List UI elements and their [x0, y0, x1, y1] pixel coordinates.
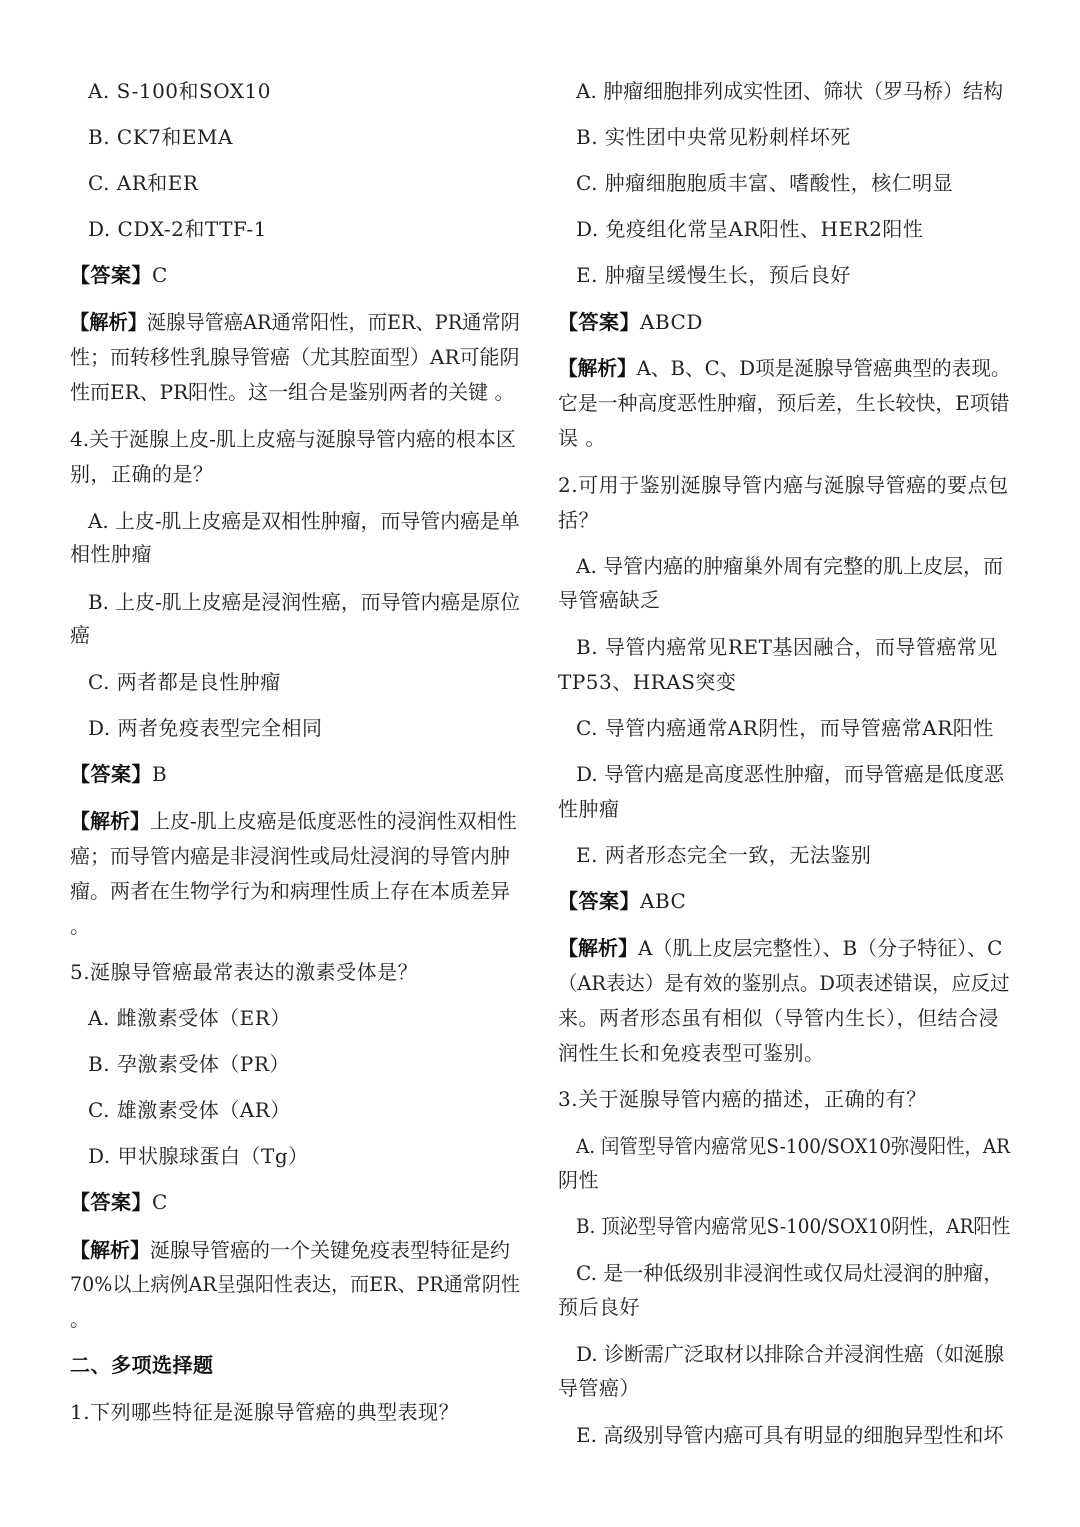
option-c: C. 是一种低级别非浸润性或仅局灶浸润的肿瘤， — [576, 1261, 1004, 1285]
answer-value: B — [152, 762, 168, 786]
answer-value: C — [152, 263, 168, 287]
explanation-line: 。 — [70, 1307, 91, 1331]
answer-tag: 【答案】 — [70, 1190, 152, 1214]
answer — [70, 260, 168, 290]
option-d: D. 诊断需广泛取材以排除合并浸润性癌（如涎腺 — [576, 1342, 1005, 1366]
question-stem: 3.关于涎腺导管内癌的描述，正确的有？ — [558, 1087, 927, 1111]
explanation-tag: 【解析】 — [558, 356, 637, 380]
option-b: B. CK7和EMA — [88, 125, 233, 149]
question-stem: 别，正确的是？ — [70, 462, 214, 486]
explanation-tag: 【解析】 — [70, 310, 147, 334]
section-title: 二、多项选择题 — [70, 1353, 214, 1377]
question-stem: 2.可用于鉴别涎腺导管内癌与涎腺导管癌的要点包 — [558, 473, 1009, 497]
explanation-line: 【解析】涎腺导管癌的一个关键免疫表型特征是约 — [70, 1238, 510, 1262]
option-a: A. 导管内癌的肿瘤巢外周有完整的肌上皮层，而 — [576, 554, 1004, 578]
option-e: E. 两者形态完全一致，无法鉴别 — [576, 843, 872, 867]
option-d-cont: 导管癌） — [558, 1376, 640, 1400]
explanation-tag: 【解析】 — [70, 809, 150, 833]
answer — [70, 759, 167, 789]
explanation-line: 性；而转移性乳腺导管癌（尤其腔面型）AR可能阴 — [70, 345, 520, 369]
explanation-line: 癌；而导管内癌是非浸润性或局灶浸润的导管内肿 — [70, 844, 510, 868]
option-c: C. 导管内癌通常AR阴性，而导管癌常AR阳性 — [576, 716, 994, 740]
option-d: D. 免疫组化常呈AR阳性、HER2阳性 — [576, 217, 924, 241]
explanation-line: 瘤。两者在生物学行为和病理性质上存在本质差异 — [70, 879, 510, 903]
question-stem: 5.涎腺导管癌最常表达的激素受体是？ — [70, 960, 419, 984]
explanation-tag: 【解析】 — [558, 936, 638, 960]
option-c: C. 肿瘤细胞胞质丰富、嗜酸性，核仁明显 — [576, 171, 954, 195]
answer-tag: 【答案】 — [558, 889, 640, 913]
answer — [70, 1187, 168, 1217]
option-b: B. 导管内癌常见RET基因融合，而导管癌常见 — [576, 635, 998, 659]
explanation-line: 来。两者形态虽有相似（导管内生长），但结合浸 — [558, 1006, 999, 1030]
option-c-cont: 预后良好 — [558, 1295, 640, 1319]
option-e: E. 肿瘤呈缓慢生长，预后良好 — [576, 263, 851, 287]
answer-value: ABCD — [640, 310, 703, 334]
answer-value: C — [152, 1190, 168, 1214]
explanation-line: 。 — [70, 914, 91, 938]
option-d: D. 甲状腺球蛋白（Tg） — [88, 1144, 309, 1168]
answer-tag: 【答案】 — [558, 310, 640, 334]
option-a: A. 闰管型导管内癌常见S-100/SOX10弥漫阳性，AR — [576, 1134, 1010, 1158]
answer-tag: 【答案】 — [70, 762, 152, 786]
option-b: B. 孕激素受体（PR） — [88, 1052, 290, 1076]
option-e: E. 高级别导管内癌可具有明显的细胞异型性和坏 — [576, 1423, 1004, 1447]
explanation-line: 【解析】A、B、C、D项是涎腺导管癌典型的表现。 — [558, 356, 1011, 380]
option-a: A. 肿瘤细胞排列成实性团、筛状（罗马桥）结构 — [576, 79, 1004, 103]
option-c: C. AR和ER — [88, 171, 199, 195]
explanation-line: 误 。 — [558, 426, 606, 450]
answer-tag: 【答案】 — [70, 263, 152, 287]
option-a: A. 雌激素受体（ER） — [88, 1006, 291, 1030]
explanation-line: 【解析】上皮-肌上皮癌是低度恶性的浸润性双相性 — [70, 809, 517, 833]
option-a-cont: 相性肿瘤 — [70, 542, 152, 566]
question-stem: 1.下列哪些特征是涎腺导管癌的典型表现？ — [70, 1400, 460, 1424]
option-b: B. 顶泌型导管内癌常见S-100/SOX10阴性，AR阳性 — [576, 1214, 1011, 1238]
explanation-line: 它是一种高度恶性肿瘤，预后差，生长较快，E项错 — [558, 391, 1010, 415]
option-d: D. 两者免疫表型完全相同 — [88, 716, 323, 740]
explanation-line: 70%以上病例AR呈强阳性表达，而ER、PR通常阴性 — [70, 1272, 520, 1296]
option-a-cont: 导管癌缺乏 — [558, 588, 661, 612]
option-a-cont: 阴性 — [558, 1168, 599, 1192]
answer — [558, 307, 703, 337]
option-a: A. S-100和SOX10 — [88, 79, 271, 103]
option-b: B. 实性团中央常见粉刺样坏死 — [576, 125, 851, 149]
question-stem: 4.关于涎腺上皮-肌上皮癌与涎腺导管内癌的根本区 — [70, 427, 516, 451]
option-c: C. 雄激素受体（AR） — [88, 1098, 291, 1122]
option-a: A. 上皮-肌上皮癌是双相性肿瘤，而导管内癌是单 — [88, 509, 520, 533]
option-d-cont: 性肿瘤 — [558, 797, 620, 821]
explanation-tag: 【解析】 — [70, 1238, 150, 1262]
option-c: C. 两者都是良性肿瘤 — [88, 670, 281, 694]
explanation-line: 【解析】A（肌上皮层完整性）、B（分子特征）、C — [558, 936, 1003, 960]
option-b-cont: 癌 — [70, 623, 91, 647]
explanation-line: 性而ER、PR阳性。这一组合是鉴别两者的关键 。 — [70, 380, 515, 404]
question-stem: 括？ — [558, 508, 599, 532]
explanation-line: 【解析】涎腺导管癌AR通常阳性，而ER、PR通常阴 — [70, 310, 520, 334]
explanation-line: （AR表达）是有效的鉴别点。D项表述错误，应反过 — [558, 971, 1010, 995]
option-d: D. 导管内癌是高度恶性肿瘤，而导管癌是低度恶 — [576, 762, 1005, 786]
option-b-cont: TP53、HRAS突变 — [558, 670, 737, 694]
answer — [558, 886, 686, 916]
explanation-line: 润性生长和免疫表型可鉴别。 — [558, 1041, 825, 1065]
option-b: B. 上皮-肌上皮癌是浸润性癌，而导管内癌是原位 — [88, 590, 521, 614]
option-d: D. CDX-2和TTF-1 — [88, 217, 267, 241]
answer-value: ABC — [640, 889, 687, 913]
